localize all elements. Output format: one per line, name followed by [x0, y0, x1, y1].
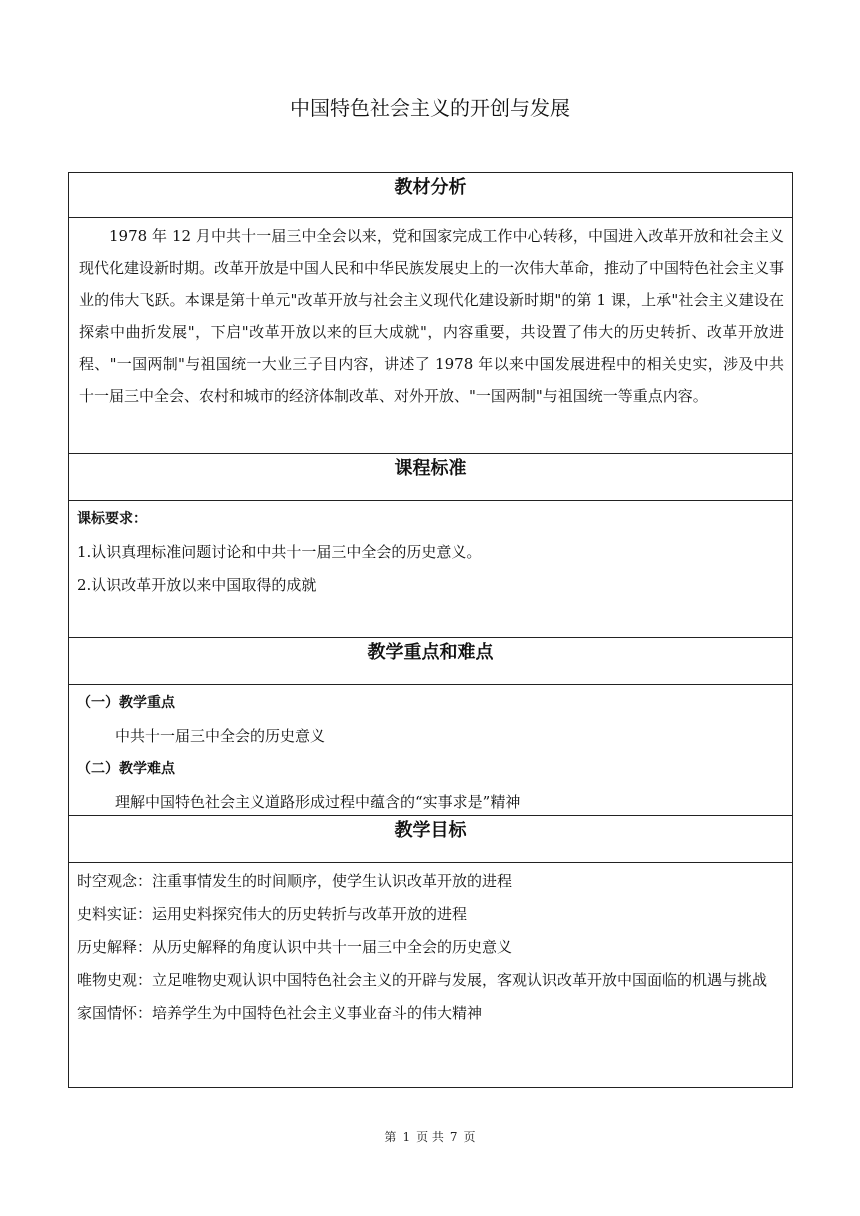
goal-item-interpretation: 历史解释：从历史解释的角度认识中共十一届三中全会的历史意义 [77, 938, 513, 956]
focus-label: （一）教学重点 [77, 695, 175, 711]
goal-item-spacetime: 时空观念：注重事情发生的时间顺序，使学生认识改革开放的进程 [77, 872, 513, 890]
standard-label: 课标要求： [77, 511, 147, 527]
footer-suffix: 页 [463, 1130, 476, 1144]
footer-total-pages: 7 [449, 1130, 458, 1144]
footer-middle: 页 共 [416, 1130, 444, 1144]
keypoints-body-row [69, 685, 793, 816]
footer-page-number: 1 [402, 1130, 411, 1144]
focus-text: 中共十一届三中全会的历史意义 [115, 727, 326, 745]
lesson-plan-table [68, 172, 793, 1088]
analysis-body-row [69, 218, 793, 454]
goal-item-evidence: 史料实证：运用史料探究伟大的历史转折与改革开放的进程 [77, 905, 468, 923]
goals-heading: 教学目标 [69, 816, 793, 863]
standard-body-row [69, 501, 793, 638]
standard-item-2: 2.认识改革开放以来中国取得的成就 [77, 576, 317, 594]
standard-item-1: 1.认识真理标准问题讨论和中共十一届三中全会的历史意义。 [77, 543, 482, 561]
footer-prefix: 第 [384, 1130, 397, 1144]
keypoints-heading: 教学重点和难点 [69, 638, 793, 685]
goals-header-row [69, 816, 793, 863]
keypoints-block [69, 685, 792, 815]
standard-block [69, 501, 792, 637]
page-footer [0, 1128, 860, 1145]
analysis-header-row [69, 173, 793, 218]
goal-item-patriotism: 家国情怀：培养学生为中国特色社会主义事业奋斗的伟大精神 [77, 1004, 483, 1022]
difficulty-text: 理解中国特色社会主义道路形成过程中蕴含的“实事求是”精神 [115, 793, 521, 811]
standard-heading: 课程标准 [69, 454, 793, 501]
standard-header-row [69, 454, 793, 501]
document-title: 中国特色社会主义的开创与发展 [290, 96, 570, 120]
analysis-heading: 教材分析 [69, 173, 793, 218]
difficulty-label: （二）教学难点 [77, 761, 175, 777]
analysis-paragraph: 1978 年 12 月中共十一届三中全会以来，党和国家完成工作中心转移，中国进入改革开放和社会主义现代化建设新时期。改革开放是中国人民和中华民族发展史上的一次伟大革命，推动了中国特色社会主义事业的伟大飞跃。本课是第十单元"改革开放与社会主义现代化建设新时期"的第 1 课，上承"社会主义建设在探索中曲折发展"，下启"改革开放以来的巨大成就"，内容重要，共设置了伟大的历史转折、改革开放进程、"一国两制"与祖国统一大业三子目内容，讲述了 1978 年以来中国发展进程中的相关史实，涉及中共十一届三中全会、农村和城市的经济体制改革、对外开放、"一国两制"与祖国统一等重点内容。 [79, 227, 785, 405]
keypoints-header-row [69, 638, 793, 685]
goal-item-materialism: 唯物史观：立足唯物史观认识中国特色社会主义的开辟与发展，客观认识改革开放中国面临的机遇与挑战 [77, 971, 768, 989]
goals-body-row [69, 863, 793, 1088]
goals-block [69, 863, 792, 1087]
